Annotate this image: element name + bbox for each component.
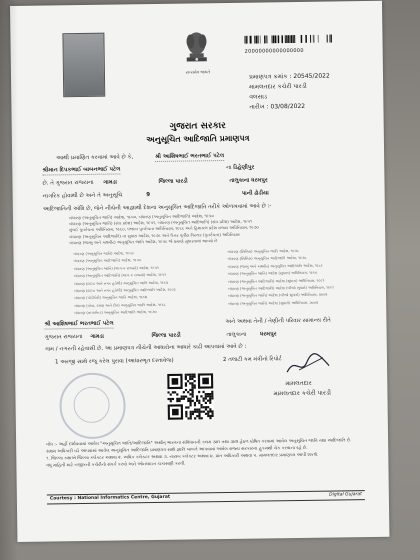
applicant-name-repeat: શ્રી આશિષભાઈ ભરતભાઈ પટેલ	[44, 320, 114, 328]
order-right-item-6: બંધારણ (અનુસૂચિત જાતિ) આદેશ (બીજો સુધારો) અધિનિયમ, ૨૦૦૨	[228, 293, 328, 299]
order-left-item-8: બંધારણ (નાગાલેન્ડ) અનુસૂચિત આદિજાતિ આદેશ, ૧૯૭૦	[74, 310, 157, 316]
certificate-page	[10, 1, 389, 542]
body-line-4	[43, 190, 269, 200]
taluka-2: ધરમપુર	[260, 331, 277, 338]
order-left-item-5: બંધારણ (દાદરા અને નગર હવેલી) અનુસૂચિત આદિજાતિ આદેશ, ૧૯૬૨	[73, 287, 176, 294]
barcode	[244, 28, 332, 55]
basis-1: 1 અરજી સાથે રજૂ કરેલ પુરાવા (આધારભૂત દસ્તાવેજ)	[54, 357, 174, 366]
orders-right-list	[227, 247, 368, 308]
certificate-title: અનુસૂચિત આદિજાતિ પ્રમાણપત્ર	[146, 133, 250, 145]
father-name: શ્રીમાન દિપકભાઈ બાબનભાઈ પટેલ	[42, 166, 121, 174]
taluka-label-2: તાલુકાના	[226, 331, 247, 339]
footnote	[46, 437, 362, 469]
body-line-1-text: આથી પ્રમાણિત કરવામાં આવે છે કે,	[56, 154, 134, 162]
order-left-item-1: બંધારણ (અનુસૂચિત આદિજાતિ) આદેશ, ૧૯૫૦	[73, 258, 142, 264]
order-right-item-5: બંધારણ (અનુસૂચિત આદિજાતિ) આદેશ (બીજો સુધારો) અધિનિયમ, ૧૯૯૧	[227, 285, 334, 292]
state-prefix: છે. તે ગુજરાત રાજ્યના	[42, 179, 94, 187]
residence-clause: અને અથવા તેની / તેણીની પરિવાર સામાન્ય રીતે	[225, 317, 331, 326]
order-right-item-0: બંધારણ (સિક્કિમ) અનુસૂચિત જાતિ આદેશ, ૧૯૭૮	[227, 248, 300, 254]
order-left-item-0: બંધારણ (અનુસૂચિત જાતિ) આદેશ, ૧૯૫૦	[73, 251, 134, 257]
order-left-item-2: બંધારણ (અનુસૂચિત જાતિ) (ભાગ-ક રાજ્યો) આદેશ, ૧૯૫૧	[73, 265, 159, 271]
footnote-line-2: સક્ષમ અધિકારી વડે આપવામાં આવેલ અનુસૂચિત આદિજાતિ પ્રમાણપત્ર સાથે જ્ઞાતિ બાબતે આપવામાં આવેલ રાજ્ય સરકારના હુકમથી ચેક કરવાના રહે છે.	[46, 445, 308, 455]
basis-2: 2 તલાટી કમ મંત્રીનો રિપોર્ટ	[222, 356, 282, 364]
village: ગામડા	[103, 179, 117, 186]
order-left-item-3: બંધારણ (અનુસૂચિત આદિજાતિ) (ભાગ-ક રાજ્યો) આદેશ, ૧૯૫૧	[73, 273, 167, 279]
document-meta	[249, 72, 330, 113]
order-left-item-4: બંધારણ (દાદરા અને નગર હવેલી) અનુસૂચિત જાતિ આદેશ, ૧૯૬૨	[73, 280, 169, 286]
orders-block	[69, 211, 369, 246]
signatory-title: મામલતદાર	[285, 379, 312, 388]
place-label: ના	[226, 164, 232, 171]
office-seal	[59, 372, 126, 439]
certificate-number: 20545/2022	[293, 72, 330, 81]
state-prefix-2: ગુજરાત રાજ્યના	[44, 334, 83, 341]
signatory-office: મામલતદાર કચેરી પારડી	[273, 389, 332, 398]
issue-date-row	[249, 102, 330, 113]
barcode-number: 20000000000000000	[244, 47, 304, 55]
ashoka-emblem-icon	[181, 29, 212, 67]
order-clause-1: બંધારણ (અનુસૂચિત જાતિ) (સંઘ પ્રદેશ) આદેશ, ૧૯૫૧, બંધારણ (અનુસૂચિત આદિજાતિ) (સંઘ પ્રદેશ) આદેશ, ૧૯૫૧	[69, 218, 253, 227]
order-clause-3: બંધારણ (અનુસૂચિત આદિજાતિ) ના સુધારા આદેશ, ૧૯૭૬ અને ઉત્તર પૂર્વીય વિસ્તાર (પુનર્રચના) અધિનિયમ	[69, 231, 240, 239]
qr-code	[167, 373, 214, 420]
footnote-line-3: ૧. જિલ્લા કક્ષાએ જિલ્લા કલેક્ટર અથવા ૨. અધિક કલેક્ટર અથવા ૩. નાયબ કલેક્ટર અથવા ૪. પ્રાંત અધિકારી અથવા ૫. મામલતદાર પ્રમાણપત્ર આપી શકશે.	[46, 452, 319, 462]
certificate-number-label: પ્રમાણપત્ર ક્રમાંક :	[248, 73, 292, 81]
signature-mark	[283, 352, 333, 379]
footnote-line-4: વધુ માહિતી માટે નજીકની કચેરીનો સંપર્ક કરવો અને ઓનલાઇન ચકાસણી કરવી.	[46, 461, 186, 469]
order-right-item-7: બંધારણ (અનુસૂચિત જાતિ) આદેશ (સુધારો) અધિનિયમ, ૨૦૦૨	[228, 300, 319, 306]
order-clause-4: બંધારણ (જમ્મુ અને કાશ્મીર) અનુસૂચિત જાતિ આદેશ, ૧૯૫૬ જે પ્રમાણે સુધારવામાં આવ્યો છે	[69, 237, 218, 246]
order-left-item-7: બંધારણ (ગોવા, દમણ અને દીવ) અનુસૂચિત જાતિ આદેશ, ૧૯૬૮	[74, 302, 166, 308]
native-place: ડિહેણીપુર	[233, 164, 255, 171]
issuing-district: વલસાડ	[249, 93, 268, 101]
order-right-item-1: બંધારણ (સિક્કિમ) અનુસૂચિત આદિજાતિ આદેશ, ૧૯૭૮	[227, 256, 307, 262]
body-line-3	[42, 177, 267, 187]
body-line-2	[42, 165, 254, 176]
district: જિલ્લા પારડી	[158, 178, 188, 185]
body-line-7	[45, 331, 277, 341]
courtesy-bar	[47, 490, 365, 504]
tribe-name: પાની ઢોડીયા	[241, 190, 269, 197]
government-title: ગુજરાત સરકાર	[169, 120, 226, 132]
schedule-number: 9	[146, 192, 151, 199]
orders-left-list	[73, 249, 224, 318]
issue-date-label: તારીખ :	[249, 103, 269, 111]
body-line-6	[44, 318, 330, 330]
order-clause-2: મુંબઈ પુનર્રચના અધિનિયમ, ૧૯૬૦, પંજાબ પુનર્રચના અધિનિયમ, ૧૯૬૬ અને હિમાચલ પ્રદેશ રાજ્ય અધિનિયમ, ૧૯૭૦	[69, 224, 259, 233]
issuing-office: મામલતદાર કચેરી પારડી	[249, 82, 307, 91]
body-line-1	[56, 153, 224, 163]
taluka: તાલુકાના ધરમપુર	[229, 177, 268, 184]
body-line-5: આદિજાતિની અંશિ છે, જેને નીચેની આજ્ઞાથી દેશના અનુસૂચિત આદિજાતિ તરીકે ઓળખવામાં આવે છે :-	[42, 203, 272, 213]
issue-date: 03/08/2022	[270, 102, 306, 111]
digital-gujarat-brand: Digital Gujarat	[329, 492, 362, 498]
footnote-line-1: નોંધ :- અહીં દર્શાવવામાં આવેલ "અનુસૂચિત જાતિ/આદિજાતિ" અર્થાત્ ભારતના સંવિધાનની કલમ ૩૪૧ તથા ૩૪૨ હેઠળ ઘોષિત કરવામાં આવેલ અનુસૂચિત જાતિ તથા આદિજાતિ છે.	[46, 438, 352, 448]
courtesy-text: Courtesy : National Informatics Centre, Gujarat	[49, 494, 171, 502]
body-line-8: ગામ / નગરની રહેવાસી છે. આ પ્રમાણપત્ર નીચેની આધારોના આધારે કાઢી આપવામાં આવે છે :	[44, 343, 247, 353]
applicant-name: શ્રી આશિષભાઈ ભરતભાઈ પટેલ	[154, 153, 225, 160]
order-right-item-4: બંધારણ (અનુસૂચિત આદિજાતિ) આદેશ (સુધારા) અધિનિયમ, ૧૯૯૧	[227, 278, 325, 284]
order-left-item-6: બંધારણ (પોંડીચેરી) અનુસૂચિત જાતિ આદેશ, ૧૯૬૪	[74, 295, 148, 301]
emblem-caption: સત્યમેવ જયતે	[185, 69, 211, 75]
order-right-item-3: બંધારણ (અનુસૂચિત જાતિ) આદેશ (સુધારા) અધિનિયમ, ૧૯૯૦	[227, 270, 318, 277]
barcode-bars	[244, 35, 332, 44]
certificate-number-row	[249, 72, 330, 83]
district-2: જિલ્લા પારડી	[151, 332, 181, 340]
order-clause-0: બંધારણ (અનુસૂચિત જાતિ) આદેશ, ૧૯૫૦, બંધારણ (અનુસૂચિત આદિજાતિ) આદેશ, ૧૯૫૦	[68, 213, 214, 221]
page-shadow	[0, 0, 18, 560]
applicant-photo	[62, 33, 105, 98]
order-right-item-2: બંધારણ (જમ્મુ અને કાશ્મીર) અનુસૂચિત આદિજાતિ આદેશ, ૧૯૮૯	[227, 263, 323, 269]
schedule-prefix: નાગરિક હોવાથી છે અને તે અનુસૂચિ	[42, 192, 123, 200]
village-2: ગામડા	[90, 333, 104, 340]
